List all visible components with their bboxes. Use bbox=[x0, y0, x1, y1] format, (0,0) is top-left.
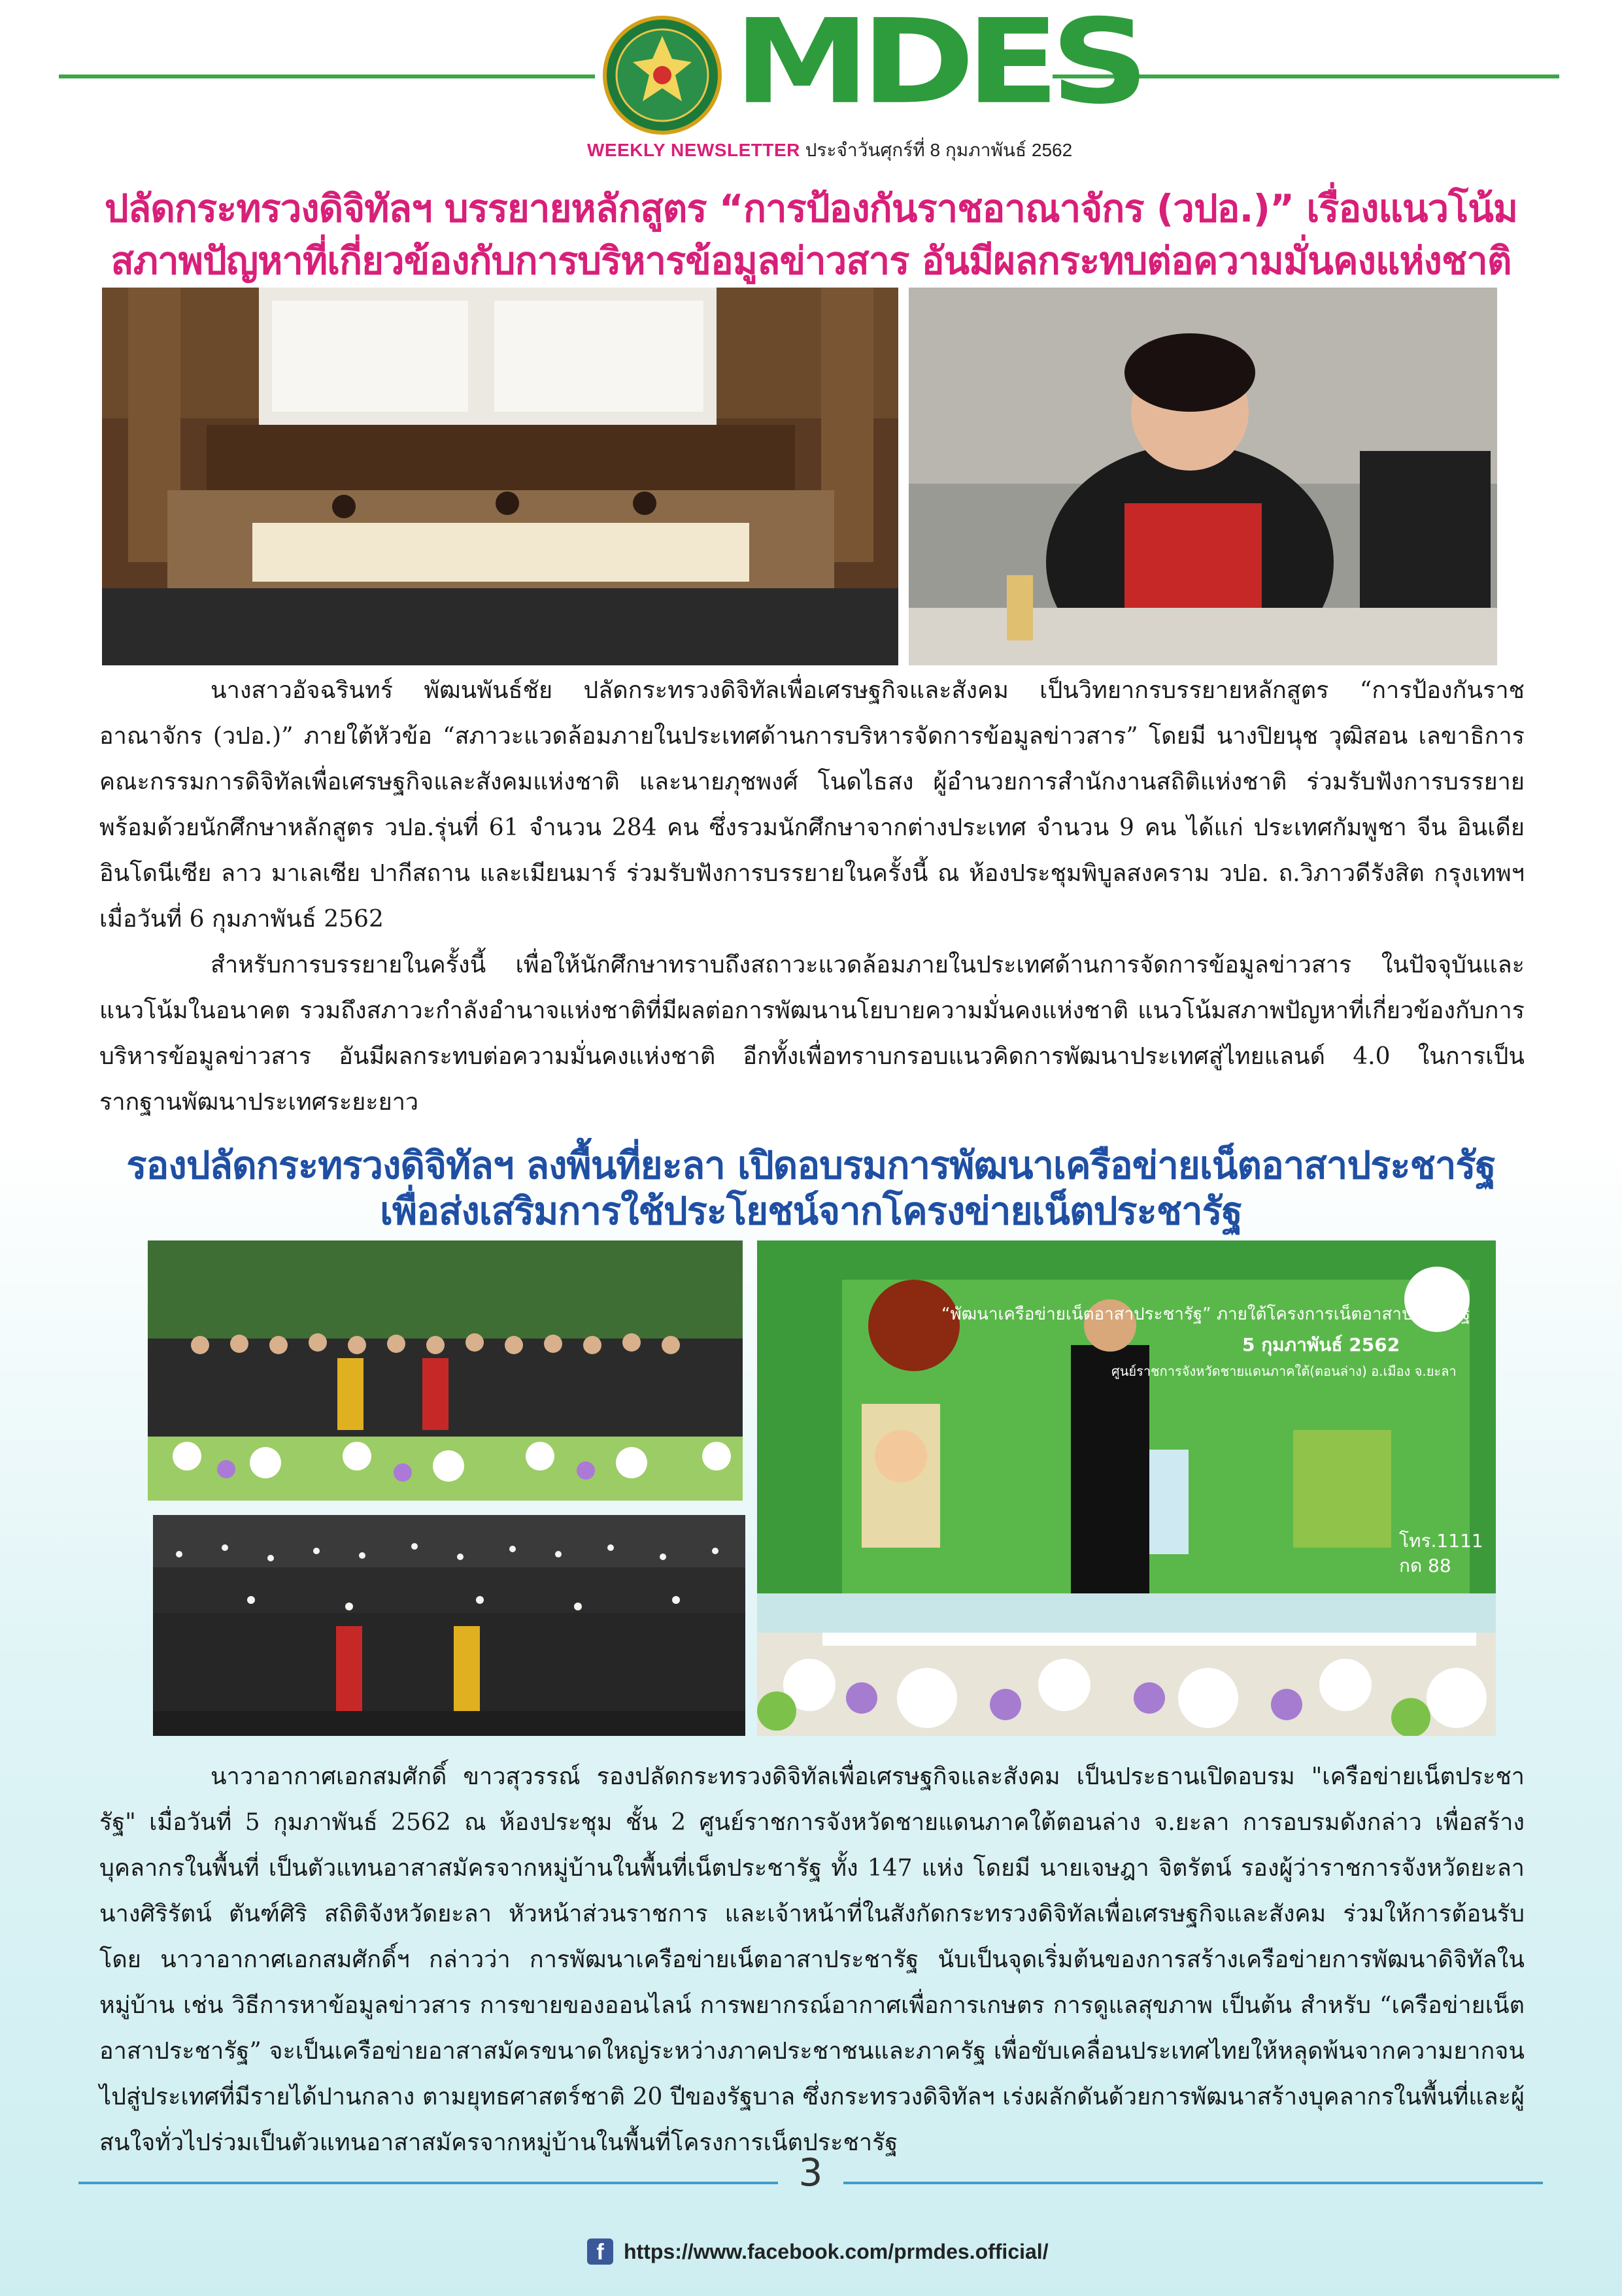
speaker-closeup-photo bbox=[909, 288, 1497, 665]
article2-headline-line2: เพื่อส่งเสริมการใช้ประโยชน์จากโครงข่ายเน็ตประชารัฐ bbox=[380, 1189, 1242, 1233]
article1-paragraph-2: สำหรับการบรรยายในครั้งนี้ เพื่อให้นักศึกษาทราบถึงสถาวะแวดล้อมภายในประเทศด้านการจัดการข้อมูลข่าวสาร ในปัจจุบันและแนวโน้มในอนาคต รวมถึงสภาวะกำลังอำนาจแห่งชาติที่มีผลต่อการพัฒนานโยบายความมั่นคงแห่งชาติ แนวโน้มสภาพปัญหาที่เกี่ยวข้องกับการบริหารข้อมูลข่าวสาร อันมีผลกระทบต่อความมั่นคงแห่งชาติ อีกทั้งเพื่อทราบกรอบแนวคิดการพัฒนาประเทศสู่ไทยแลนด์ 4.0 ในการเป็นรากฐานพัฒนาประเทศระยะยาว bbox=[99, 952, 1525, 1116]
facebook-url[interactable]: https://www.facebook.com/prmdes.official/ bbox=[624, 2239, 1049, 2263]
phone-lights-audience-photo bbox=[153, 1515, 745, 1736]
group-photo bbox=[148, 1240, 743, 1501]
facebook-icon: f bbox=[587, 2238, 613, 2265]
footer-rule-right bbox=[843, 2182, 1543, 2184]
newsletter-dateline bbox=[587, 136, 1072, 165]
banner-title-text: “พัฒนาเครือข่ายเน็ตอาสาประชารัฐ” ภายใต้โครงการเน็ตอาสาประชารัฐ bbox=[941, 1305, 1470, 1324]
banner-phone-text: โทร.1111 bbox=[1399, 1530, 1483, 1552]
banner-date-text: 5 กุมภาพันธ์ 2562 bbox=[1242, 1334, 1400, 1356]
banner-press-text: กด 88 bbox=[1399, 1555, 1451, 1576]
facebook-link[interactable] bbox=[587, 2238, 1049, 2265]
article2-headline-line1: รองปลัดกระทรวงดิจิทัลฯ ลงพื้นที่ยะลา เปิดอบรมการพัฒนาเครือข่ายเน็ตอาสาประชารัฐ bbox=[126, 1143, 1496, 1188]
article2-paragraph-1: นาวาอากาศเอกสมศักดิ์ ขาวสุวรรณ์ รองปลัดกระทรวงดิจิทัลเพื่อเศรษฐกิจและสังคม เป็นประธานเปิดอบรม "เครือข่ายเน็ตประชารัฐ" เมื่อวันที่ 5 กุมภาพันธ์ 2562 ณ ห้องประชุม ชั้น 2 ศูนย์ราชการจังหวัดชายแดนภาคใต้ตอนล่าง จ.ยะลา การอบรมดังกล่าว เพื่อสร้างบุคลากรในพื้นที่ เป็นตัวแทนอาสาสมัครจากหมู่บ้านในพื้นที่เน็ตประชารัฐ ทั้ง 147 แห่ง โดยมี นายเจษฎา จิตรัตน์ รองผู้ว่าราชการจังหวัดยะลา นางศิริรัตน์ ตันฑ์ศิริ สถิติจังหวัดยะลา หัวหน้าส่วนราชการ และเจ้าหน้าที่ในสังกัดกระทรวงดิจิทัลเพื่อเศรษฐกิจและสังคม ร่วมให้การต้อนรับ โดย นาวาอากาศเอกสมศักดิ์ฯ กล่าวว่า การพัฒนาเครือข่ายเน็ตอาสาประชารัฐ นับเป็นจุดเริ่มต้นของการสร้างเครือข่ายการพัฒนาดิจิทัลในหมู่บ้าน เช่น วิธีการหาข้อมูลข่าวสาร การขายของออนไลน์ การพยากรณ์อากาศเพื่อการเกษตร การดูแลสุขภาพ เป็นต้น สำหรับ “เครือข่ายเน็ตอาสาประชารัฐ” จะเป็นเครือข่ายอาสาสมัครขนาดใหญ่ระหว่างภาคประชาชนและภาครัฐ เพื่อขับเคลื่อนประเทศไทยให้หลุดพ้นจากความยากจนไปสู่ประเทศที่มีรายได้ปานกลาง ตามยุทธศาสตร์ชาติ 20 ปีของรัฐบาล ซึ่งกระทรวงดิจิทัลฯ เร่งผลักดันด้วยการพัฒนาสร้างบุคลากรในพื้นที่และผู้สนใจทั่วไปร่วมเป็นตัวแทนอาสาสมัครจากหมู่บ้านในพื้นที่โครงการเน็ตประชารัฐ bbox=[99, 1763, 1525, 2156]
article1-paragraph-1: นางสาวอัจฉรินทร์ พัฒนพันธ์ชัย ปลัดกระทรวงดิจิทัลเพื่อเศรษฐกิจและสังคม เป็นวิทยากรบรรยายหลักสูตร “การป้องกันราชอาณาจักร (วปอ.)” ภายใต้หัวข้อ “สภาวะแวดล้อมภายในประเทศด้านการบริหารจัดการข้อมูลข่าวสาร” โดยมี นางปิยนุช วุฒิสอน เลขาธิการคณะกรรมการดิจิทัลเพื่อเศรษฐกิจและสังคมแห่งชาติ และนายภุชพงศ์ โนดไธสง ผู้อำนวยการสำนักงานสถิติแห่งชาติ ร่วมรับฟังการบรรยาย พร้อมด้วยนักศึกษาหลักสูตร วปอ.รุ่นที่ 61 จำนวน 284 คน ซึ่งรวมนักศึกษาจากต่างประเทศ จำนวน 9 คน ได้แก่ ประเทศกัมพูชา จีน อินเดีย อินโดนีเซีย ลาว มาเลเซีย ปากีสถาน และเมียนมาร์ ร่วมรับฟังการบรรยายในครั้งนี้ ณ ห้องประชุมพิบูลสงคราม วปอ. ถ.วิภาวดีรังสิต กรุงเทพฯ เมื่อวันที่ 6 กุมภาพันธ์ 2562 bbox=[99, 677, 1525, 933]
header-rule-left bbox=[59, 75, 595, 78]
article1-headline-line2: สภาพปัญหาที่เกี่ยวข้องกับการบริหารข้อมูลข่าวสาร อันมีผลกระทบต่อความมั่นคงแห่งชาติ bbox=[110, 239, 1512, 283]
banner-place-text: ศูนย์ราชการจังหวัดชายแดนภาคใต้(ตอนล่าง) อ.เมือง จ.ยะลา bbox=[1111, 1363, 1457, 1379]
article1-headline-line1: ปลัดกระทรวงดิจิทัลฯ บรรยายหลักสูตร “การป้องกันราชอาณาจักร (วปอ.)” เรื่องแนวโน้ม bbox=[104, 186, 1518, 231]
footer-rule-left bbox=[78, 2182, 778, 2184]
ministry-crest-logo bbox=[600, 13, 724, 137]
newsletter-tag: WEEKLY NEWSLETTER bbox=[587, 140, 800, 160]
mdes-logo: MDES bbox=[734, 0, 1140, 130]
page-number: 3 bbox=[798, 2150, 823, 2195]
issue-date: ประจำวันศุกร์ที่ 8 กุมภาพันธ์ 2562 bbox=[805, 140, 1073, 160]
lecture-hall-photo bbox=[102, 288, 898, 665]
